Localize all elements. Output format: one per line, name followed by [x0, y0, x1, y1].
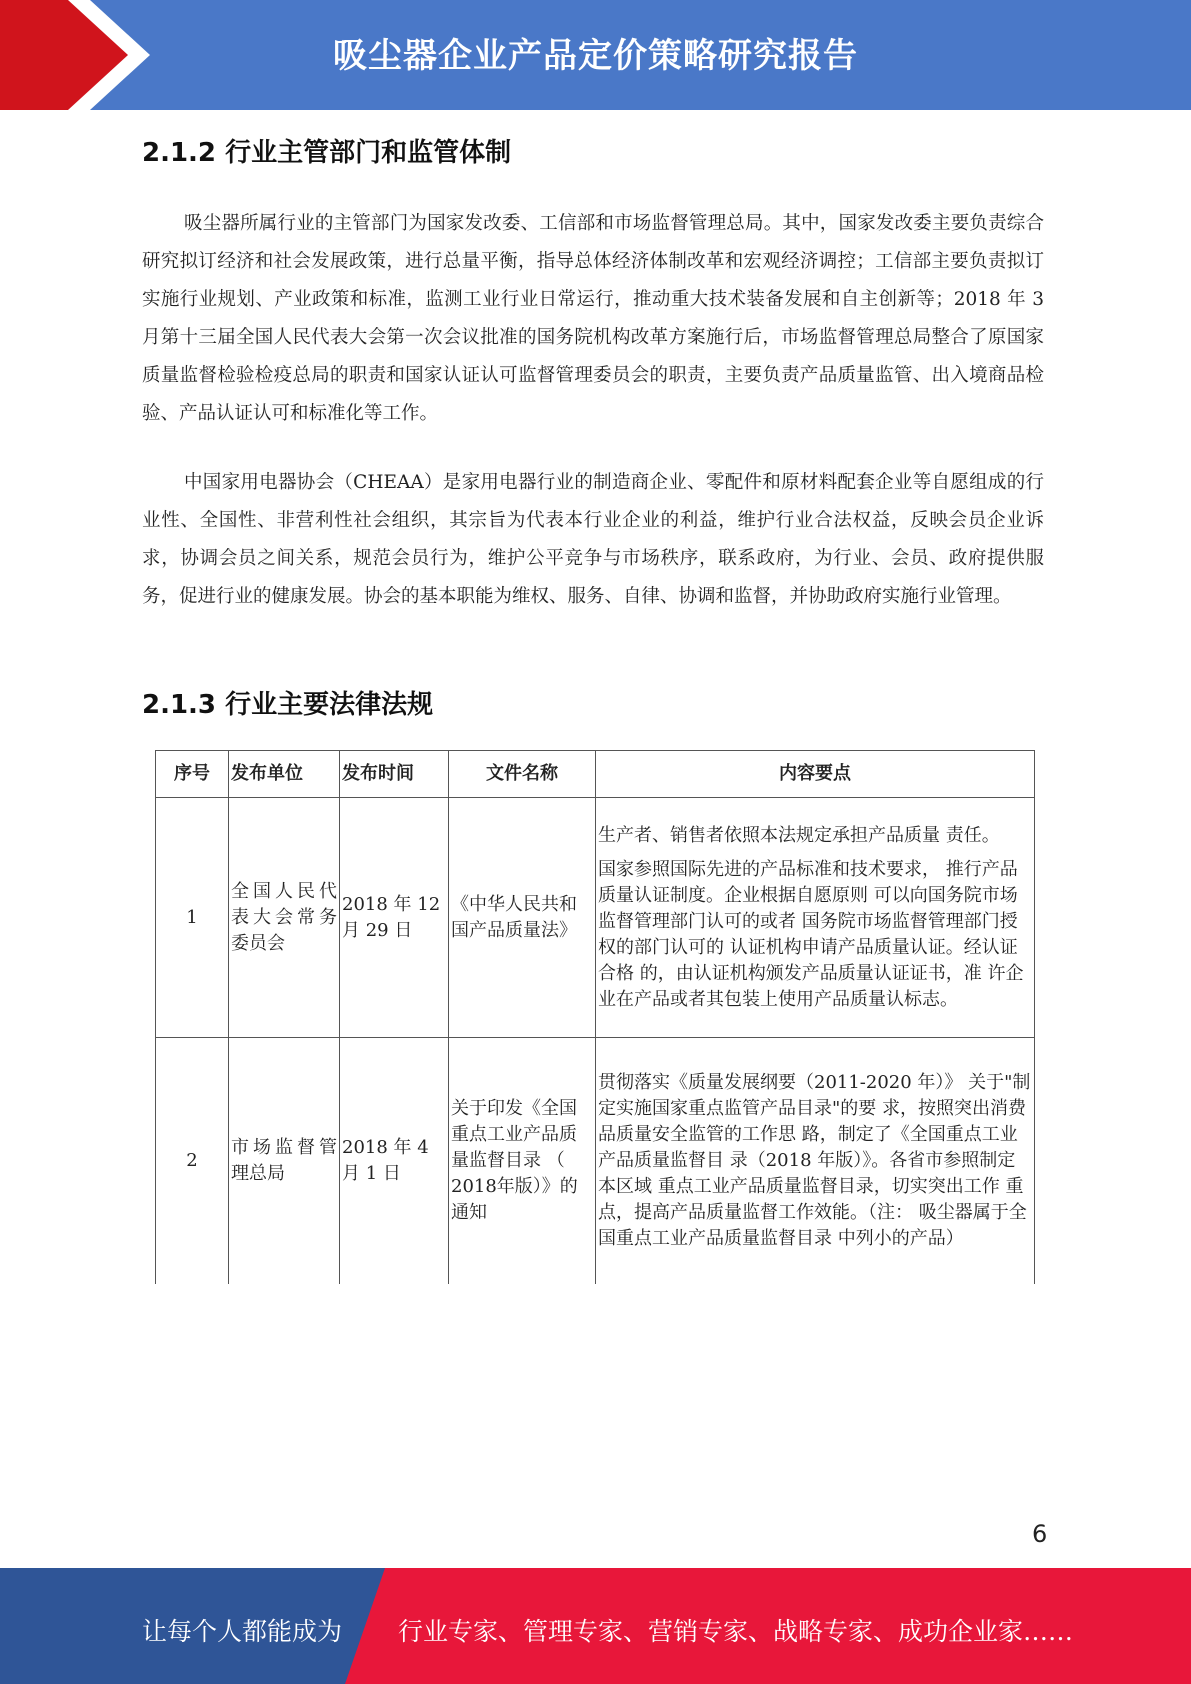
cell-key-points: [596, 1038, 1035, 1284]
footer-slogan-right: 行业专家、管理专家、营销专家、战略专家、成功企业家……: [398, 1617, 1074, 1646]
paragraph-cheaa: 中国家用电器协会（CHEAA）是家用电器行业的制造商企业、零配件和原材料配套企业等自愿组成的行业性、全国性、非营利性社会组织，其宗旨为代表本行业企业的利益，维护行业合法权益，反映会员企业诉求，协调会员之间关系，规范会员行为，维护公平竞争与市场秩序，联系政府，为行业、会员、政府提供服务，促进行业的健康发展。协会的基本职能为维权、服务、自律、协调和监督，并协助政府实施行业管理。: [142, 472, 1044, 607]
section-heading-2-1-3: 2.1.3 行业主要法律法规: [142, 690, 434, 720]
page-footer: [0, 1568, 1191, 1684]
col-header-doc: 文件名称: [449, 751, 596, 798]
section-heading-2-1-2: 2.1.2 行业主管部门和监管体制: [142, 138, 512, 168]
key-point-text: 贯彻落实《质量发展纲要（2011-2020 年）》 关于"制定实施国家重点监管产品目录"的要 求，按照突出消费品质量安全监管的工作思 路，制定了《全国重点工业产品质量监督目 录（2018 年版）》。各省市参照制定本区域 重点工业产品质量监督目录，切实突出工作 重点，提高产品质量监督工作效能。（注： 吸尘器属于全国重点工业产品质量监督目录 中列小的产品）: [598, 1071, 1031, 1249]
table-row: [156, 1038, 1035, 1284]
col-header-no: 序号: [156, 751, 229, 798]
key-point-text: 生产者、销售者依照本法规定承担产品质量 责任。: [598, 824, 1000, 846]
cell-unit: 全国人民代表大会常务委员会: [229, 798, 340, 1038]
cell-date: 2018 年 12 月 29 日: [340, 798, 449, 1038]
cell-unit: 市场监督管理总局: [229, 1038, 340, 1284]
cell-no: 1: [156, 798, 229, 1038]
col-header-unit: 发布单位: [229, 751, 340, 798]
col-header-key-points: 内容要点: [596, 751, 1035, 798]
footer-slogan-left: 让每个人都能成为: [142, 1617, 343, 1646]
regulations-table: [155, 750, 1035, 1284]
cell-doc: 关于印发《全国重点工业产品质量监督目录 （ 2018年版）》的通知: [449, 1038, 596, 1284]
cell-key-points: [596, 798, 1035, 1038]
cell-no: 2: [156, 1038, 229, 1284]
cell-doc: 《中华人民共和国产品质量法》: [449, 798, 596, 1038]
cell-date: 2018 年 4 月 1 日: [340, 1038, 449, 1284]
table-row: [156, 798, 1035, 1038]
paragraph-regulators: 吸尘器所属行业的主管部门为国家发改委、工信部和市场监督管理总局。其中，国家发改委主要负责综合研究拟订经济和社会发展政策，进行总量平衡，指导总体经济体制改革和宏观经济调控；工信部主要负责拟订实施行业规划、产业政策和标准，监测工业行业日常运行，推动重大技术装备发展和自主创新等；2018 年 3 月第十三届全国人民代表大会第一次会议批准的国务院机构改革方案施行后，市场监督管理总局整合了原国家质量监督检验检疫总局的职责和国家认证认可监督管理委员会的职责，主要负责产品质量监管、出入境商品检验、产品认证认可和标准化等工作。: [142, 213, 1044, 424]
page-number: 6: [1032, 1520, 1048, 1548]
key-point-text: 国家参照国际先进的产品标准和技术要求， 推行产品质量认证制度。企业根据自愿原则 可以向国务院市场监督管理部门认可的或者 国务院市场监督管理部门授权的部门认可的 认证机构申请产品质量认证。经认证合格 的，由认证机构颁发产品质量认证证书，准 许企业在产品或者其包装上使用产品质量认标志。: [598, 858, 1024, 1010]
table-header-row: [156, 751, 1035, 798]
page-header: [0, 0, 1191, 110]
col-header-date: 发布时间: [340, 751, 449, 798]
report-title: 吸尘器企业产品定价策略研究报告: [333, 36, 858, 76]
